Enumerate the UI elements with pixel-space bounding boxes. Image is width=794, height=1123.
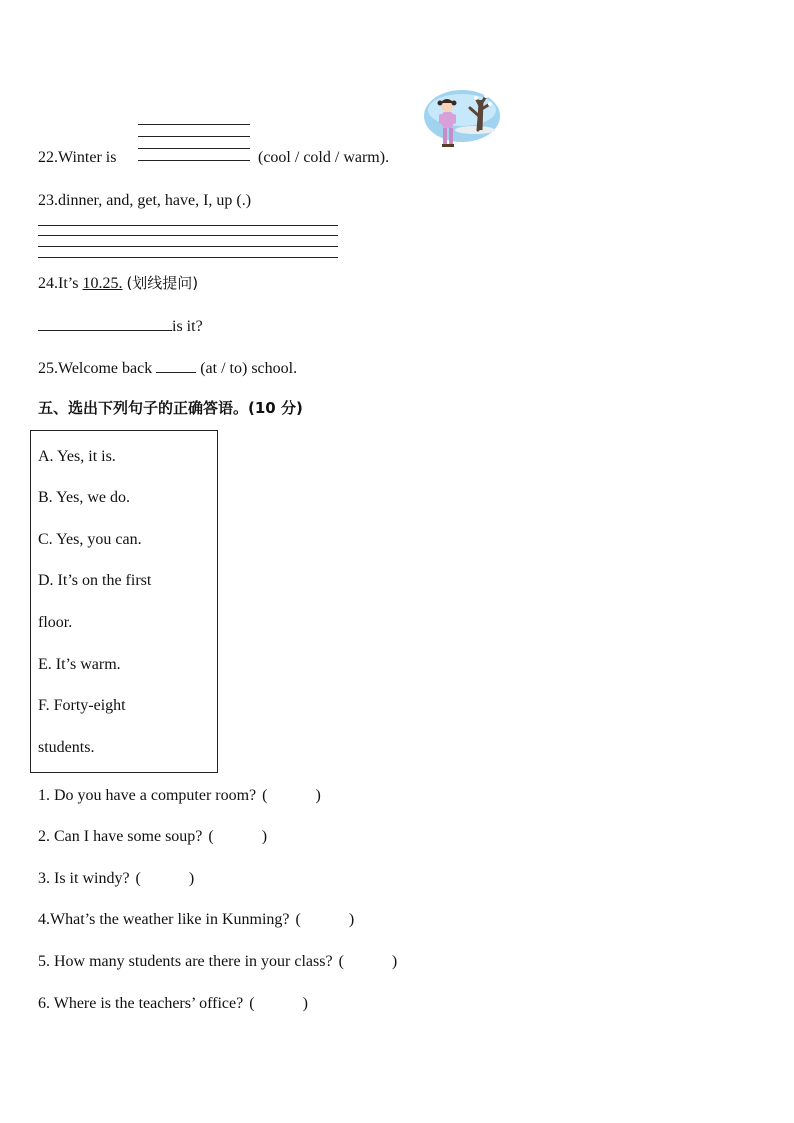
q22-writing-line[interactable] [138, 148, 250, 149]
q24-answer [38, 316, 203, 336]
q23-writing-line[interactable] [38, 257, 338, 258]
answer-paren[interactable]: ( ) [135, 870, 195, 887]
option-item: D. It’s on the first [38, 572, 152, 589]
answer-options-box [30, 430, 218, 773]
q23-writing-line[interactable] [38, 225, 338, 226]
q22-label: 22.Winter is [38, 149, 117, 166]
q22-writing-line[interactable] [138, 124, 250, 125]
question-3 [38, 870, 194, 888]
q25-question [38, 358, 297, 378]
question-text: 3. Is it windy? [38, 870, 130, 887]
question-text: 4.What’s the weather like in Kunming? [38, 911, 290, 928]
question-4 [38, 911, 354, 929]
section5-heading: 五、选出下列句子的正确答语。(10 分) [38, 399, 303, 417]
q25-prefix: 25.Welcome back [38, 360, 153, 377]
q23-text: 23.dinner, and, get, have, I, up (.) [38, 192, 252, 209]
question-1 [38, 787, 321, 805]
option-item: A. Yes, it is. [38, 448, 116, 465]
question-5 [38, 953, 397, 971]
question-6 [38, 995, 308, 1013]
q22-writing-line[interactable] [138, 136, 250, 137]
q24-prefix: 24.It’s [38, 275, 79, 292]
question-text: 2. Can I have some soup? [38, 828, 203, 845]
q24-answer-suffix: is it? [172, 318, 203, 335]
q24-question [38, 274, 198, 293]
q22-options: (cool / cold / warm). [258, 149, 390, 166]
answer-paren[interactable]: ( ) [262, 787, 321, 804]
question-text: 5. How many students are there in your class? [38, 953, 333, 970]
answer-paren[interactable]: ( ) [208, 828, 268, 845]
girl-in-winter-tree-icon [420, 86, 502, 156]
q24-underlined-time: 10.25. [82, 275, 123, 292]
option-item: F. Forty-eight [38, 697, 126, 714]
option-item: E. It’s warm. [38, 656, 121, 673]
answer-paren[interactable]: ( ) [295, 911, 355, 928]
q24-instruction: (划线提问) [126, 274, 199, 292]
q23-writing-line[interactable] [38, 246, 338, 247]
answer-paren[interactable]: ( ) [249, 995, 308, 1012]
option-item: students. [38, 739, 95, 756]
q25-suffix: (at / to) school. [200, 360, 298, 377]
q25-blank[interactable] [156, 358, 196, 373]
q22-writing-line[interactable] [138, 160, 250, 161]
option-item: B. Yes, we do. [38, 489, 131, 506]
q23-writing-line[interactable] [38, 235, 338, 236]
answer-paren[interactable]: ( ) [338, 953, 398, 970]
option-item: floor. [38, 614, 73, 631]
q24-answer-blank[interactable] [38, 316, 172, 331]
option-item: C. Yes, you can. [38, 531, 142, 548]
question-2 [38, 828, 267, 846]
question-text: 1. Do you have a computer room? [38, 787, 257, 804]
question-text: 6. Where is the teachers’ office? [38, 995, 244, 1012]
